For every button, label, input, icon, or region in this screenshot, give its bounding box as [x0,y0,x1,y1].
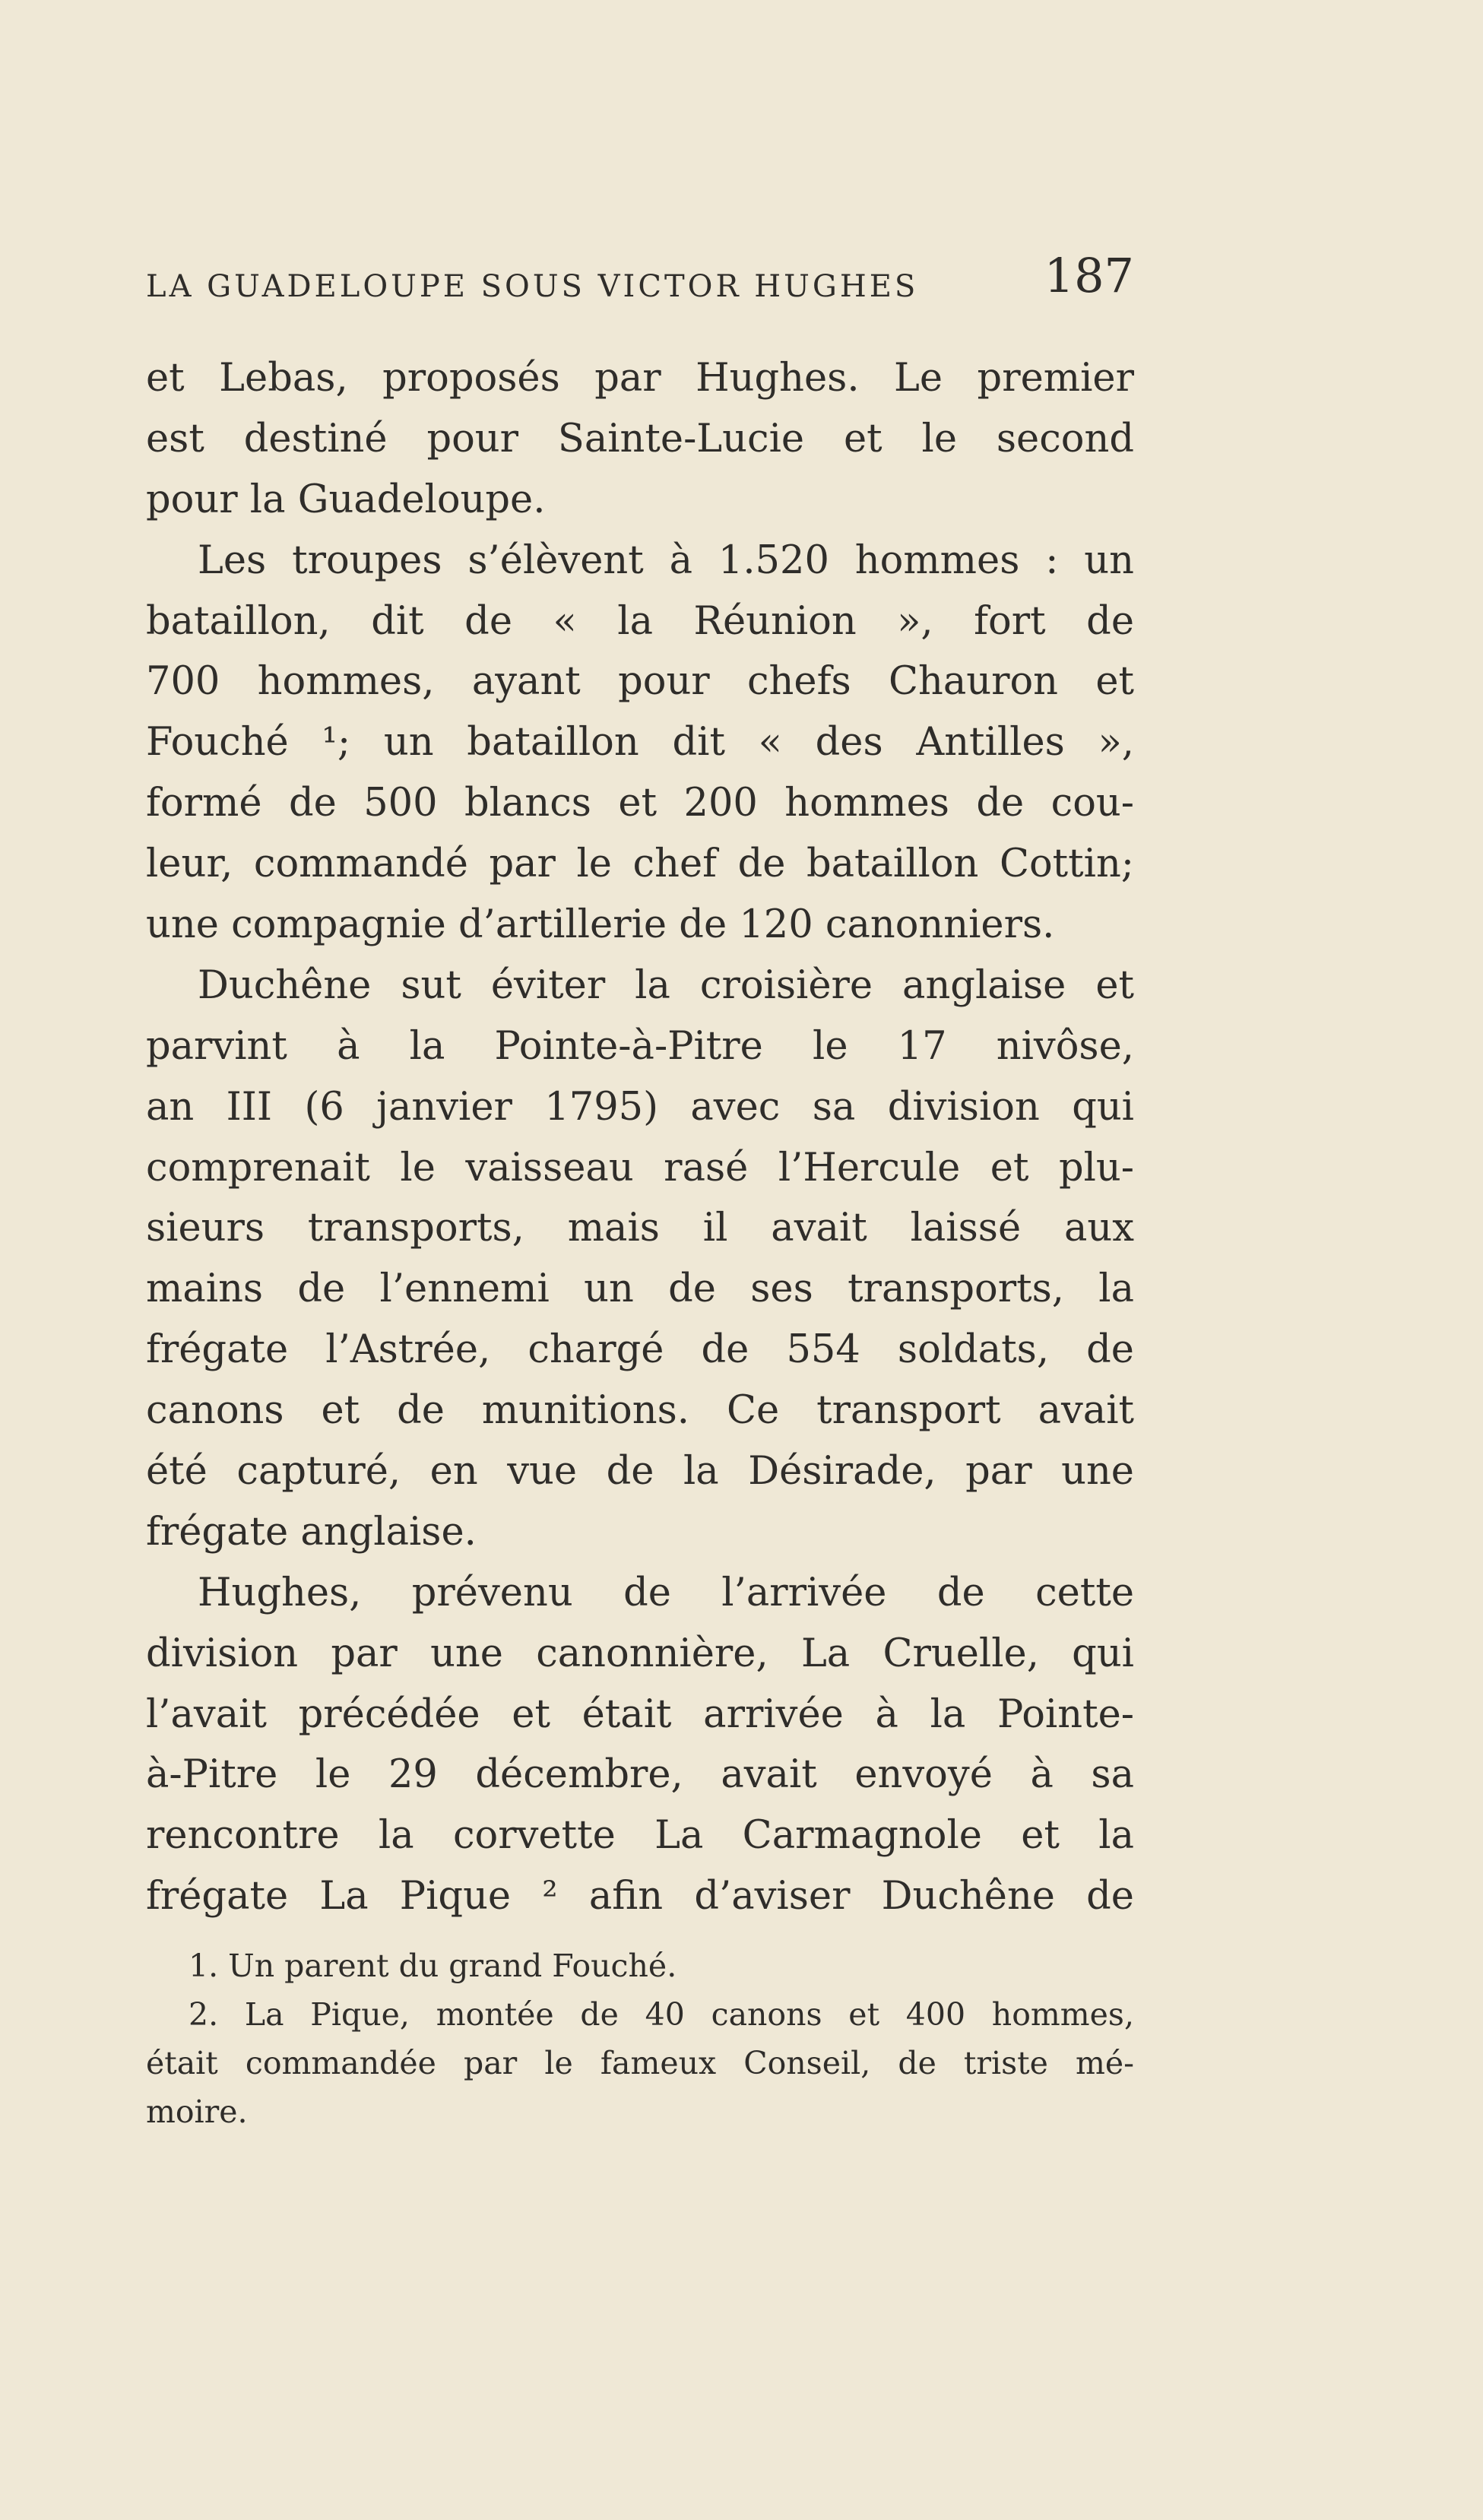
body-line: parvint à la Pointe-à-Pitre le 17 nivôse, [146,1023,1134,1069]
body-line: formé de 500 blancs et 200 hommes de cou- [146,781,1134,826]
body-line: comprenait le vaisseau rasé l’Hercule et plu- [146,1145,1134,1190]
footnotes [146,1942,1134,2136]
body-line: est destiné pour Sainte-Lucie et le second [146,416,1134,461]
body-line: canons et de munitions. Ce transport avait [146,1388,1134,1434]
body-line: et Lebas, proposés par Hughes. Le premier [146,356,1134,401]
body-text [146,348,1134,1927]
body-line: frégate La Pique ² afin d’aviser Duchêne de [146,1874,1134,1919]
paragraph-start-line: Hughes, prévenu de l’arrivée de cette [198,1570,1134,1615]
body-line: une compagnie d’artillerie de 120 canonniers. [146,902,1055,948]
body-line: Fouché ¹; un bataillon dit « des Antilles », [146,720,1134,766]
body-line: l’avait précédée et était arrivée à la Pointe- [146,1691,1134,1737]
paragraph-start-line: Duchêne sut éviter la croisière anglaise et [198,962,1134,1008]
paragraph-start-line: Les troupes s’élèvent à 1.520 hommes : un [198,537,1134,583]
body-line: sieurs transports, mais il avait laissé aux [146,1206,1134,1251]
page-number: 187 [1044,248,1134,303]
footnote-line: était commandée par le fameux Conseil, de triste mé- [146,2045,1134,2081]
body-line: leur, commandé par le chef de bataillon Cottin; [146,842,1134,887]
body-line: à-Pitre le 29 décembre, avait envoyé à sa [146,1752,1134,1798]
body-line: rencontre la corvette La Carmagnole et la [146,1813,1134,1859]
body-line: bataillon, dit de « la Réunion », fort de [146,598,1134,644]
body-line: frégate l’Astrée, chargé de 554 soldats, de [146,1327,1134,1373]
body-line: mains de l’ennemi un de ses transports, la [146,1266,1134,1312]
footnote-line: moire. [146,2094,248,2130]
running-title: LA GUADELOUPE SOUS VICTOR HUGHES [146,269,919,304]
body-line: an III (6 janvier 1795) avec sa division qui [146,1084,1134,1130]
body-line: pour la Guadeloupe. [146,477,546,522]
body-line: 700 hommes, ayant pour chefs Chauron et [146,659,1134,705]
footnote-line: 2. La Pique, montée de 40 canons et 400 hommes, [189,1996,1134,2033]
body-line: été capturé, en vue de la Désirade, par une [146,1449,1134,1495]
footnote-line: 1. Un parent du grand Fouché. [189,1948,677,1984]
body-line: frégate anglaise. [146,1509,477,1555]
body-line: division par une canonnière, La Cruelle, qui [146,1631,1134,1676]
page-header [146,248,1134,321]
